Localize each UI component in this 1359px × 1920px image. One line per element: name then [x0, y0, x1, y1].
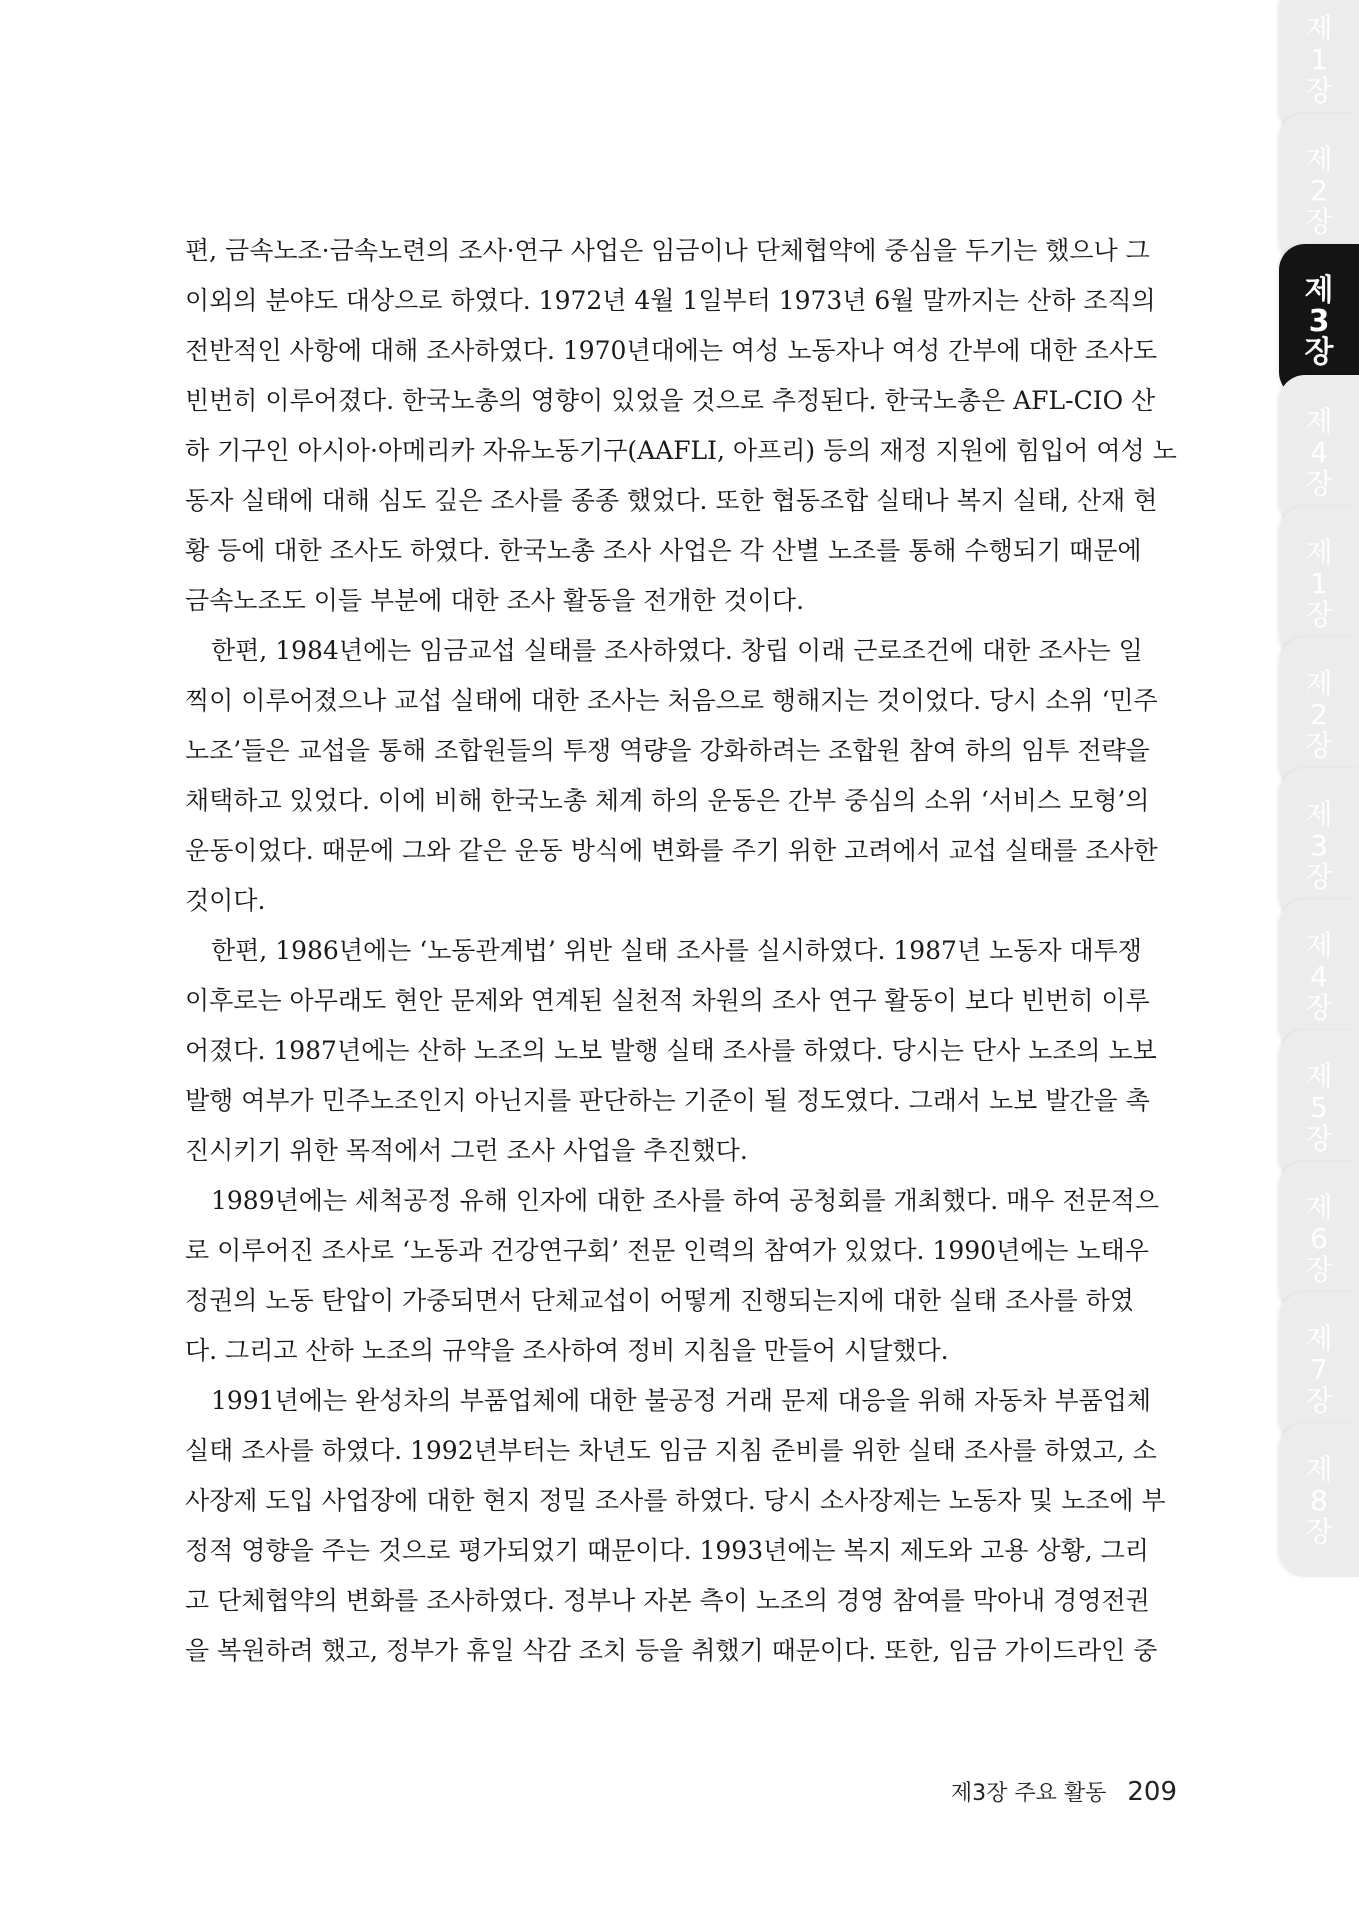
text-line: 사장제 도입 사업장에 대한 현지 정밀 조사를 하였다. 당시 소사장제는 노동자 및 노조에 부	[185, 1486, 1166, 1515]
text-line: 1989년에는 세척공정 유해 인자에 대한 조사를 하여 공청회를 개최했다. 매우 전문적으	[211, 1186, 1159, 1215]
text-line: 찍이 이루어졌으나 교섭 실태에 대한 조사는 처음으로 행해지는 것이었다. 당시 소위 ‘민주	[185, 686, 1158, 715]
text-line: 정적 영향을 주는 것으로 평가되었기 때문이다. 1993년에는 복지 제도와 고용 상황, 그리	[185, 1536, 1149, 1565]
text-line: 노조’들은 교섭을 통해 조합원들의 투쟁 역량을 강화하려는 조합원 참여 하의 임투 전략을	[185, 736, 1150, 765]
chapter-tab-label: 장	[1305, 1514, 1333, 1548]
chapter-tab-label: 3	[1308, 303, 1330, 339]
chapter-tab-label: 장	[1305, 204, 1333, 238]
chapter-tab-label: 제	[1305, 928, 1333, 962]
chapter-tab-label: 제	[1305, 1321, 1333, 1355]
chapter-tab-label: 5	[1310, 1090, 1328, 1124]
chapter-tab-label: 장	[1305, 1252, 1333, 1286]
chapter-tab-label: 제	[1305, 535, 1333, 569]
chapter-tab-label: 2	[1310, 173, 1328, 207]
chapter-tab-label: 제	[1305, 797, 1333, 831]
text-line: 이후로는 아무래도 현안 문제와 연계된 실천적 차원의 조사 연구 활동이 보다 빈번히 이루	[185, 986, 1150, 1015]
text-line: 것이다.	[185, 886, 266, 915]
page-footer	[951, 1776, 1177, 1807]
chapter-tab-label: 제	[1305, 404, 1333, 438]
chapter-tab-label: 장	[1305, 728, 1333, 762]
chapter-tab-label: 장	[1305, 1121, 1333, 1155]
chapter-tab-label: 1	[1310, 566, 1328, 600]
text-line: 어졌다. 1987년에는 산하 노조의 노보 발행 실태 조사를 하였다. 당시는 단사 노조의 노보	[185, 1036, 1157, 1065]
chapter-tab-label: 3	[1310, 828, 1328, 862]
chapter-tab-label: 제	[1305, 666, 1333, 700]
text-line: 을 복원하려 했고, 정부가 휴일 삭감 조치 등을 취했기 때문이다. 또한, 임금 가이드라인 중	[185, 1636, 1158, 1665]
chapter-tab-label: 제	[1305, 142, 1333, 176]
text-line: 실태 조사를 하였다. 1992년부터는 차년도 임금 지침 준비를 위한 실태 조사를 하였고, 소	[185, 1436, 1157, 1465]
text-line: 빈번히 이루어졌다. 한국노총의 영향이 있었을 것으로 추정된다. 한국노총은 AFL-CIO 산	[185, 386, 1156, 415]
chapter-tab-label: 장	[1305, 859, 1333, 893]
text-line: 1991년에는 완성차의 부품업체에 대한 불공정 거래 문제 대응을 위해 자동차 부품업체	[211, 1386, 1152, 1415]
chapter-tab-label: 장	[1305, 597, 1333, 631]
text-line: 동자 실태에 대해 심도 깊은 조사를 종종 했었다. 또한 협동조합 실태나 복지 실태, 산재 현	[185, 486, 1158, 515]
chapter-tab-label: 장	[1305, 990, 1333, 1024]
text-line: 운동이었다. 때문에 그와 같은 운동 방식에 변화를 주기 위한 고려에서 교섭 실태를 조사한	[185, 836, 1158, 865]
chapter-tab-label: 4	[1310, 959, 1328, 993]
page-number: 209	[1127, 1777, 1177, 1807]
chapter-tab-label: 제	[1305, 1452, 1333, 1486]
chapter-tab-label: 7	[1310, 1352, 1328, 1386]
chapter-tab-label: 1	[1310, 42, 1328, 76]
chapter-tab-label: 4	[1310, 435, 1328, 469]
chapter-tab-label: 제	[1305, 1059, 1333, 1093]
text-line: 이외의 분야도 대상으로 하였다. 1972년 4월 1일부터 1973년 6월 말까지는 산하 조직의	[185, 286, 1156, 315]
body-text	[185, 226, 1182, 1676]
chapter-tab-label: 장	[1305, 1383, 1333, 1417]
text-line: 황 등에 대한 조사도 하였다. 한국노총 조사 사업은 각 산별 노조를 통해 수행되기 때문에	[185, 536, 1142, 565]
page-body	[185, 226, 1182, 1676]
text-line: 편, 금속노조·금속노련의 조사·연구 사업은 임금이나 단체협약에 중심을 두기는 했으나 그	[185, 236, 1150, 265]
text-line: 로 이루어진 조사로 ‘노동과 건강연구회’ 전문 인력의 참여가 있었다. 1990년에는 노태우	[185, 1236, 1149, 1265]
text-line: 고 단체협약의 변화를 조사하였다. 정부나 자본 측이 노조의 경영 참여를 막아내 경영전권	[185, 1586, 1150, 1615]
chapter-tab-label: 8	[1310, 1483, 1328, 1517]
chapter-tab[interactable]	[1279, 1423, 1359, 1577]
chapter-tab-label: 제	[1304, 272, 1334, 308]
running-footer-chapter: 제3장 주요 활동	[950, 1781, 1107, 1806]
chapter-tab-label: 장	[1304, 334, 1334, 370]
chapter-tab-label: 제	[1305, 1190, 1333, 1224]
chapter-tab-label: 제	[1305, 11, 1333, 45]
text-line: 한편, 1984년에는 임금교섭 실태를 조사하였다. 창립 이래 근로조건에 대한 조사는 일	[211, 636, 1143, 665]
text-line: 정권의 노동 탄압이 가중되면서 단체교섭이 어떻게 진행되는지에 대한 실태 조사를 하였	[185, 1286, 1134, 1315]
text-line: 금속노조도 이들 부분에 대한 조사 활동을 전개한 것이다.	[185, 586, 805, 615]
text-line: 발행 여부가 민주노조인지 아닌지를 판단하는 기준이 될 정도였다. 그래서 노보 발간을 촉	[185, 1086, 1150, 1115]
text-line: 진시키기 위한 목적에서 그런 조사 사업을 추진했다.	[185, 1136, 748, 1165]
chapter-tab-label: 2	[1310, 697, 1328, 731]
chapter-tab-label: 6	[1310, 1221, 1328, 1255]
chapter-tab-label: 장	[1305, 73, 1333, 107]
text-line: 하 기구인 아시아·아메리카 자유노동기구(AAFLI, 아프리) 등의 재정 지원에 힘입어 여성 노	[185, 436, 1177, 465]
text-line: 전반적인 사항에 대해 조사하였다. 1970년대에는 여성 노동자나 여성 간부에 대한 조사도	[185, 336, 1158, 365]
chapter-tab-label: 장	[1305, 466, 1333, 500]
text-line: 한편, 1986년에는 ‘노동관계법’ 위반 실태 조사를 실시하였다. 1987년 노동자 대투쟁	[211, 936, 1142, 965]
chapter-tabs	[1279, 0, 1359, 1920]
text-line: 다. 그리고 산하 노조의 규약을 조사하여 정비 지침을 만들어 시달했다.	[185, 1336, 949, 1365]
text-line: 채택하고 있었다. 이에 비해 한국노총 체계 하의 운동은 간부 중심의 소위 ‘서비스 모형’의	[185, 786, 1150, 815]
